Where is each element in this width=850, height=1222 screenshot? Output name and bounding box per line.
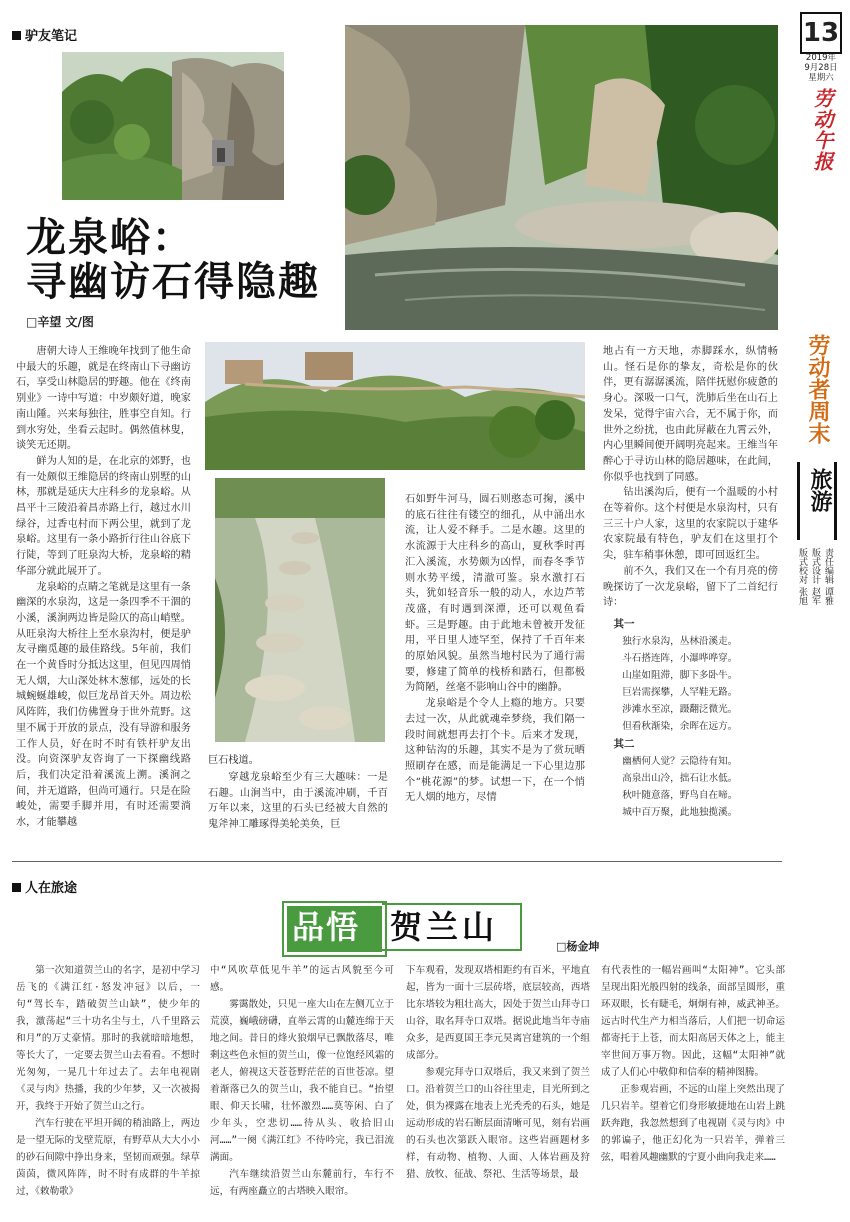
great-wall-image	[205, 342, 585, 470]
byline: □辛望 文/图	[26, 315, 94, 329]
poem-heading: 其二	[613, 737, 635, 750]
paragraph: 前不久，我们又在一个有月亮的傍晚探访了一次龙泉峪，留下了二首纪行诗：	[603, 565, 778, 609]
section-label-lvyou: 驴友笔记	[12, 25, 77, 44]
article-title-line2: 寻幽访石得隐趣	[26, 259, 320, 305]
section-box-label: 旅游	[807, 468, 832, 512]
article2-column-2	[210, 962, 394, 1200]
paragraph: 龙泉峪是个令人上瘾的地方。只要去过一次，从此就魂牵梦绕，我们隔一段时间就想再去打个卡。后来才发现，这种钻沟的乐趣，其实不是为了赏玩晒照刷存在感，而是能满足一下心里边那个“桃花源”的梦。试想一下，在一个悄无人烟的地方，尽情	[405, 698, 585, 804]
paragraph: 石如野牛河马，圆石则憨态可掬，溪中的底石往往有镂空的细孔，从中涌出水流，让人爱不释手。二是水趣。这里的水流源于大庄科乡的高山，夏秋季时再汇入溪流，水势颇为凶悍，而春冬季节则水势平缓，清澈可鉴。泉水激打石头，犹如轻音乐一般的动人，水边芦苇茂盛，有时遇到深潭，还可以观鱼看虾。三是野趣。由于此地未曾被开发征用，平日里人迹罕至，保持了千百年来的原始风貌。虽然当地村民为了通行需要，修建了简单的栈桥和踏石，但都极为简陋，丝毫不影响山谷中的幽静。	[405, 494, 585, 694]
article1-column-3	[405, 492, 585, 806]
date-year: 2019年	[805, 53, 837, 63]
newspaper-logo: 劳动午报	[810, 88, 834, 172]
article1-column-2	[208, 770, 388, 833]
poem-line: 幽栖何人觉？云隐待有知。	[622, 755, 738, 767]
article-title-line1: 龙泉峪：	[26, 215, 194, 261]
paragraph: 下车观看，发现双塔相距约有百米，平地直起，皆为一面十三层砖塔，底层较高，西塔比东塔较为粗壮高大，因处于贺兰山拜寺口山谷，取名拜寺口双塔。据说此地当年寺庙众多，是西夏国王李元昊离宫建筑的一个组成部分。	[406, 965, 590, 1061]
paragraph: 鲜为人知的是，在北京的郊野，也有一处颇似王维隐居的终南山别墅的山林，那就是延庆大庄科乡的龙泉峪。从昌平十三陵沿着昌赤路上行，越过水川绿谷，过香屯村而下两公里，就到了龙泉峪。这里有一条小路折行往山谷底下行陡，等到了旺泉沟大桥，龙泉峪的精华部分就此展开了。	[16, 455, 191, 577]
poem-line: 高泉出山冷，拙石让水低。	[622, 772, 738, 784]
poem-heading: 其一	[613, 617, 635, 630]
poem-line: 山崖如阻滞，脚下多卧牛。	[622, 669, 738, 681]
article1-column-1	[16, 344, 191, 831]
credit-proofreader	[796, 548, 808, 605]
paragraph: 汽车继续沿贺兰山东麓前行，车行不远，有两座矗立的古塔映入眼帘。	[210, 1169, 394, 1197]
section-vertical-title: 劳动者周末	[805, 334, 830, 444]
river-rocks-image	[345, 25, 778, 330]
photo-caption: 巨石栈道。	[208, 755, 259, 766]
article2-title-main: 贺兰山	[390, 908, 499, 946]
poem-line: 独行水泉沟，丛林沿溪走。	[622, 635, 738, 647]
section-label-travel: 人在旅途	[12, 877, 77, 896]
article2-byline: □杨金坤	[556, 940, 600, 953]
poem-line: 巨岩需探攀，人罕鞋无路。	[622, 686, 738, 698]
paragraph: 汽车行驶在平坦开阔的稍油路上，两边是一望无际的戈壁荒原，有野草从大大小小的砂石间隙中挣出身来，坚韧而顽强。绿草茵茵，微风阵阵，时不时有成群的牛羊掠过，《敕勒歌》	[16, 1118, 200, 1197]
photo-cliff-house	[62, 52, 284, 200]
poem-line: 但看秋渐染，余晖在远方。	[622, 720, 738, 732]
poem-line: 涉滩水至凉，蹑翻泛微光。	[622, 703, 738, 715]
credit-designer	[809, 548, 821, 605]
paragraph: 正参观岩画，不远的山崖上突然出现了几只岩羊。望着它们身形敏捷地在山岩上跳跃奔跑，我忽然想到了电视剧《灵与肉》中的郭谝子，他正幻化为一只岩羊，弹着三弦，唱着风趣幽默的宁夏小曲向我走来……	[601, 1084, 785, 1163]
poem-block	[603, 615, 778, 821]
article2-column-4	[601, 962, 785, 1166]
article1-column-4	[603, 344, 778, 821]
article2-title-prefix: 品悟	[292, 908, 361, 946]
credit-label: 版式设计	[810, 548, 820, 584]
credit-label: 版式校对	[797, 548, 807, 584]
paragraph: 参观完拜寺口双塔后，我又来到了贺兰口。沿着贺兰口的山谷往里走，目光所到之处，俱为裸露在地表上光秃秃的石头，她是远动形成的岩石断层面清晰可见，刻有岩画的石头也次第跃入眼帘。这些岩画题材多样，有动物、植物、人面、人体岩画及狩猎、放牧、征战、祭祀、生活等场景，最	[406, 1067, 590, 1180]
issue-date	[796, 53, 846, 83]
article2-column-3	[406, 962, 590, 1183]
paragraph: 中“风吹草低见牛羊”的远古风貌至今可感。	[210, 965, 394, 993]
poem-line: 城中百万聚，此地独揽溪。	[622, 806, 738, 818]
credit-name: 赵军	[810, 586, 820, 605]
paragraph: 唐朝大诗人王维晚年找到了他生命中最大的乐趣，就是在终南山下寻幽访石，享受山林隐居的野趣。他在《终南别业》一诗中写道：中岁颇好道，晚家南山陲。兴来每独往，胜事空自知。行到水穷处，坐看云起时。偶然值林叟，谈笑无还期。	[16, 346, 191, 452]
stone-path-image	[215, 478, 385, 742]
title-frame	[382, 903, 522, 951]
paragraph: 龙泉峪的点睛之笔就是这里有一条幽深的水泉沟，这是一条四季不干涸的小溪，溪涧两边皆是险仄的高山峭壁。从旺泉沟大桥往上至水泉沟村，便是驴友寻幽觅趣的最佳路线。5年前，我们在一个黄昏时分抵达这里，但见四周悄无人烟，大山深处林木葱郁，远处的长城蜿蜒雄峻，似巨龙昂首天外。周边松风阵阵，我们仿佛置身于世外荒野。这里不属于开放的景点，没有导游和服务工作人员，好在时不时有铁杆驴友出没。向资深驴友咨询了一下探幽线路后，我们决定沿着溪流上溯。溪涧之间，并无道路，但尚可通行。只是在险峻处，需要手脚并用，有时还需要淌水，才能攀越	[16, 581, 191, 829]
paragraph: 钻出溪沟后，便有一个温暖的小村在等着你。这个村便是水泉沟村，只有三三十户人家，这里的农家院以于建华农家院最有特色，驴友们在这里打个尖，驻车稍事休憩，即可回返红尘。	[603, 487, 778, 562]
credit-editor	[822, 548, 834, 605]
cliff-house-image	[62, 52, 284, 200]
poem-line: 秋叶随意落，野鸟自在啼。	[622, 789, 738, 801]
article2-column-1	[16, 962, 200, 1200]
paragraph: 地占有一方天地，赤脚踩水，纵情畅山。怪石是你的挚友，奇松是你的伙伴，更有潺潺溪流，陪伴抚慰你疲惫的身心。深吸一口气，洗肺后坐在山石上发呆，觉得宇宙六合，无不属于你，而世外之纷扰，也由此屏蔽在九霄云外，内心里瞬间便开阔明亮起来。王维当年醉心于寻访山林的隐居趣味，在此间，你似乎也找到了同感。	[603, 346, 778, 483]
date-weekday: 星期六	[808, 73, 834, 83]
square-bullet-icon	[12, 31, 21, 40]
photo-stone-path	[215, 478, 385, 742]
square-bullet-icon	[12, 883, 21, 892]
credit-name: 谭雅	[823, 586, 833, 605]
credit-name: 张旭	[797, 586, 807, 605]
paragraph: 穿越龙泉峪至少有三大趣味：一是石趣。山涧当中，由于溪流冲刷，千百万年以来，这里的石头已经被大自然的鬼斧神工雕琢得美轮美奂，巨	[208, 772, 388, 831]
section-divider	[12, 861, 782, 862]
credit-label: 责任编辑	[823, 548, 833, 584]
poem-line: 斗石搭连阵，小瀑哗哗穿。	[622, 652, 738, 664]
photo-great-wall	[205, 342, 585, 470]
page-number: 13	[800, 12, 842, 54]
photo-river-rocks	[345, 25, 778, 330]
date-day: 9月28日	[804, 63, 838, 73]
paragraph: 雾霭散处，只见一座大山在左侧兀立于荒漠，巍峨磅礴，直举云霄的山麓连绵于天地之间。昔日的烽火狼烟早已飘散落尽，唯剩这些色永恒的贺兰山，像一位饱经风霜的老人，俯视这天苍苍野茫茫的百世苍凉。望着渐落已久的贺兰山，我不能自已。“抬望眼、仰天长啸，壮怀激烈……莫等闲、白了少年头，空悲切……待从头、收拾旧山河……”一阕《满江红》不待吟完，我已泪流满面。	[210, 999, 394, 1163]
paragraph: 有代表性的一幅岩画叫“太阳神”。它头部呈现出阳光般四射的线条，面部呈圆形，重环双眼，长有睫毛，炯炯有神，威武神圣。远古时代生产力相当落后，人们把一切命运都寄托于上苍，而太阳高居天体之上，能主宰世间万事万物。因此，这幅“太阳神”就成了人们心中敬仰和信奉的精神图腾。	[601, 965, 785, 1078]
paragraph: 第一次知道贺兰山的名字，是初中学习岳飞的《满江红·怒发冲冠》以后，一句“驾长车，踏破贺兰山缺”，使少年的我，激荡起“三十功名尘与土，八千里路云和月”的万丈豪情。那时的我就暗暗地想，等长大了，一定要去贺兰山去看看。不想时光匆匆，一晃几十年过去了。去年电视剧《灵与肉》热播，我的少年梦，又一次被揭开，我终于开始了贺兰山之行。	[16, 965, 200, 1112]
